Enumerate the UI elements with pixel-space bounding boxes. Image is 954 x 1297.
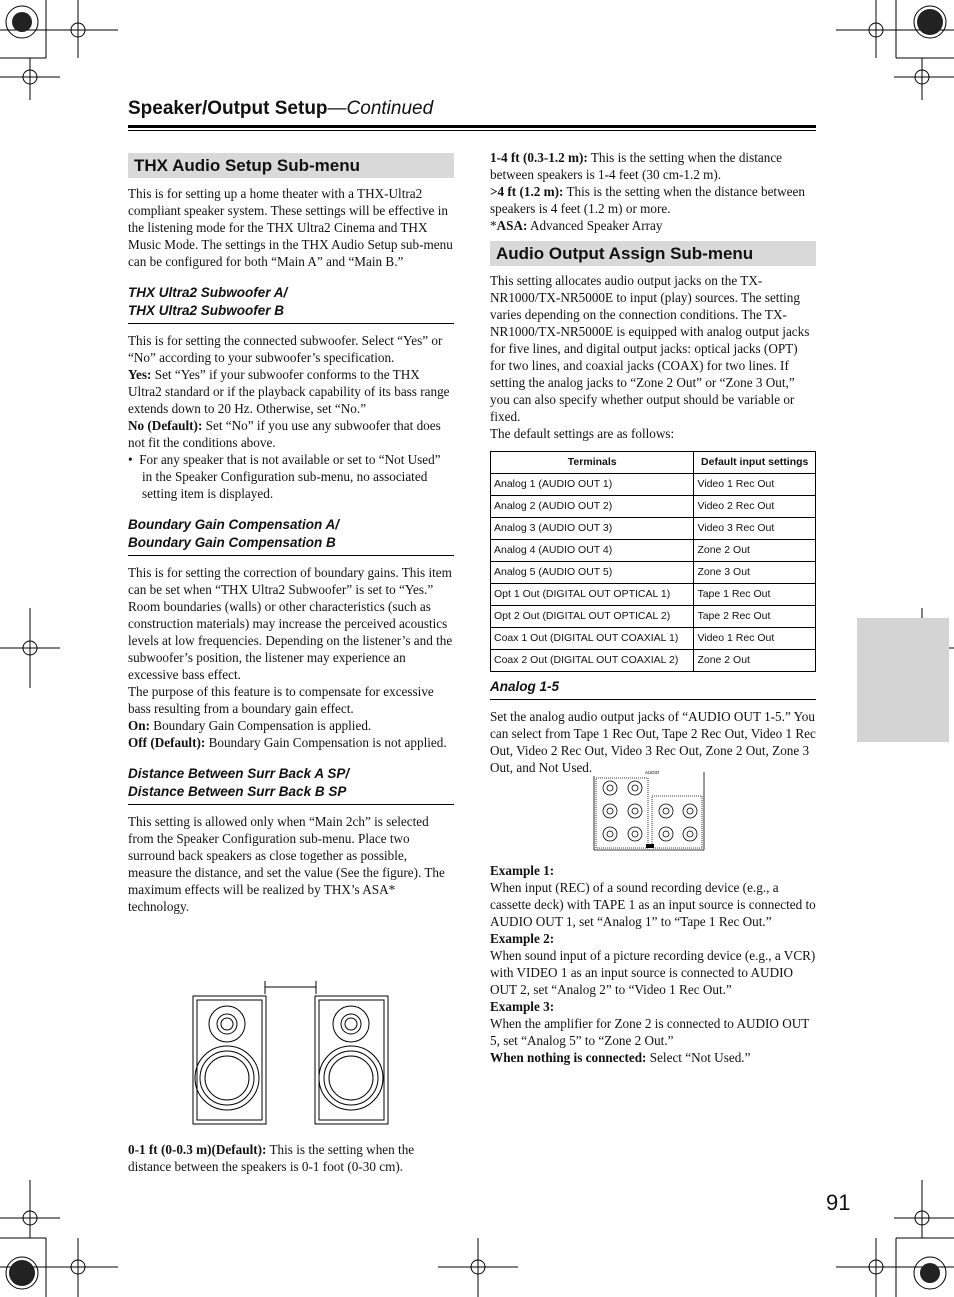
yes-label: Yes:: [128, 367, 152, 382]
side-tab: [857, 618, 949, 742]
off-text: Boundary Gain Compensation is not applied.: [205, 735, 447, 750]
example-2-text: When sound input of a picture recording device (e.g., a VCR) with VIDEO 1 as an input source is connected to AUDIO OUT 2, set “Analog 2” to “Video 1 Rec Out.”: [490, 948, 816, 997]
table-cell: Zone 2 Out: [694, 540, 816, 562]
subheading-line: Distance Between Surr Back B SP: [128, 784, 347, 799]
aoa-defaults-intro: The default settings are as follows:: [490, 426, 675, 441]
distance-1-4-label: 1-4 ft (0.3-1.2 m):: [490, 150, 588, 165]
table-row: [491, 584, 816, 606]
distance-4ft: [490, 183, 816, 217]
distance-0-1ft: [128, 1141, 454, 1175]
ex1-label: Example 1:: [490, 863, 555, 878]
table-row: [491, 628, 816, 650]
analog-desc: Set the analog audio output jacks of “AUDIO OUT 1-5.” You can select from Tape 1 Rec Out, Tape 2 Rec Out, Video 1 Rec Out, Video 2 Rec Out, Video 3 Rec Out, Zone 2 Out, Zone 3 Out, and Not Used.: [490, 709, 816, 775]
right-examples: [490, 862, 816, 1066]
table-row: [491, 606, 816, 628]
subheading-line: THX Ultra2 Subwoofer B: [128, 303, 285, 318]
ex3-label: Example 3:: [490, 999, 555, 1014]
table-cell: Analog 4 (AUDIO OUT 4): [491, 540, 694, 562]
nothing-connected: [490, 1049, 816, 1066]
left-bottom-text: [128, 1141, 454, 1175]
distance-1-4ft: [490, 149, 816, 183]
thx-intro: This is for setting up a home theater with a THX-Ultra2 compliant speaker system. These settings will be effective in the listening mode for the THX Ultra2 Cinema and THX Music Mode. The settings in the THX Audio Setup sub-menu can be configured for both “Main A” and “Main B.”: [128, 186, 453, 269]
table-cell: Video 1 Rec Out: [694, 474, 816, 496]
none-text: Select “Not Used.”: [646, 1050, 751, 1065]
table-header-defaults: Default input settings: [694, 452, 816, 474]
distance-desc: This setting is allowed only when “Main 2ch” is selected from the Speaker Configuration sub-menu. Place two surround back speakers as close together as possible, measure the distance, and set the value (See the figure). The maximum effects will be realized by THX’s ASA* technology.: [128, 814, 445, 914]
subheading-line: Boundary Gain Compensation B: [128, 535, 336, 550]
header-rule: [128, 125, 816, 128]
example-2-label: [490, 930, 816, 947]
asa-star: *: [490, 218, 497, 233]
distance-subheading: [128, 765, 454, 805]
subheading-line: Boundary Gain Compensation A/: [128, 517, 340, 532]
distance-0-1-label: 0-1 ft (0-0.3 m)(Default):: [128, 1142, 267, 1157]
example-1-text: When input (REC) of a sound recording device (e.g., a cassette deck) with TAPE 1 as an input source is connected to AUDIO OUT 1, set “Analog 1” to “Tape 1 Rec Out.”: [490, 880, 816, 929]
example-3-text: When the amplifier for Zone 2 is connected to AUDIO OUT 5, set “Analog 5” to “Zone 2 Out.”: [490, 1016, 810, 1048]
table-cell: Tape 1 Rec Out: [694, 584, 816, 606]
subwoofer-subheading: [128, 284, 454, 324]
panel-badge: [646, 844, 654, 848]
distance-4-text: This is the setting when the distance between speakers is 4 feet (1.2 m) or more.: [490, 184, 805, 216]
table-cell: Analog 5 (AUDIO OUT 5): [491, 562, 694, 584]
speaker-distance-figure: [188, 978, 398, 1128]
asa-label: ASA:: [496, 218, 528, 233]
header-title-text: Speaker/Output Setup: [128, 98, 328, 119]
ex2-label: Example 2:: [490, 931, 555, 946]
boundary-gain-subheading: [128, 516, 454, 556]
table-row: [491, 650, 816, 672]
table-row: [491, 562, 816, 584]
header-continued: —Continued: [327, 98, 434, 119]
table-row: [491, 496, 816, 518]
table-cell: Coax 2 Out (DIGITAL OUT COAXIAL 2): [491, 650, 694, 672]
boundary-desc-2: Room boundaries (walls) or other characteristics (such as construction materials) may increase the perceived acoustics levels at low frequencies. Depending on the listener’s and the subwoofer’s position, the listener may experience an excessive bass effect.: [128, 599, 453, 682]
table-row: [491, 474, 816, 496]
distance-0-1-text: This is the setting when the distance between the speakers is 0-1 foot (0-30 cm).: [128, 1142, 415, 1174]
audio-out-jacks-figure: [590, 768, 708, 852]
default-settings-table: [490, 451, 816, 672]
table-cell: Tape 2 Rec Out: [694, 606, 816, 628]
off-label: Off (Default):: [128, 735, 206, 750]
none-label: When nothing is connected:: [490, 1050, 647, 1065]
table-cell: Opt 1 Out (DIGITAL OUT OPTICAL 1): [491, 584, 694, 606]
boundary-off: [128, 734, 454, 751]
table-cell: Coax 1 Out (DIGITAL OUT COAXIAL 1): [491, 628, 694, 650]
subwoofer-yes: [128, 366, 454, 417]
no-text: Set “No” if you use any subwoofer that does not fit the conditions above.: [128, 418, 441, 450]
audio-output-assign-heading: Audio Output Assign Sub-menu: [490, 241, 816, 266]
boundary-desc-1: This is for setting the correction of boundary gains. This item can be set when “THX Ultra2 Subwoofer” is set to “Yes.”: [128, 565, 452, 597]
analog-subheading: Analog 1-5: [490, 678, 816, 700]
header-rule-thin: [128, 130, 816, 131]
distance-4-label: >4 ft (1.2 m):: [490, 184, 564, 199]
table-cell: Video 1 Rec Out: [694, 628, 816, 650]
table-cell: Video 2 Rec Out: [694, 496, 816, 518]
subwoofer-bullet-note: • For any speaker that is not available or set to “Not Used” in the Speaker Configuration sub-menu, no associated setting item is displayed.: [128, 452, 441, 501]
asa-text: Advanced Speaker Array: [527, 218, 663, 233]
yes-text: Set “Yes” if your subwoofer conforms to the THX Ultra2 standard or if the playback capability of its bass range extends down to 20 Hz. Otherwise, set “No.”: [128, 367, 450, 416]
table-cell: Analog 2 (AUDIO OUT 2): [491, 496, 694, 518]
table-cell: Video 3 Rec Out: [694, 518, 816, 540]
right-column: [490, 149, 816, 776]
table-cell: Analog 1 (AUDIO OUT 1): [491, 474, 694, 496]
table-row: [491, 518, 816, 540]
aoa-desc: This setting allocates audio output jacks on the TX-NR1000/TX-NR5000E to input (play) sources. The setting varies depending on the connection conditions. The TX-NR1000/TX-NR5000E is equipped with analog output jacks for five lines, and digital output jacks: optical jacks (OPT) for two lines, and coaxial jacks (COAX) for two lines. If setting the analog jacks to “Zone 2 Out” or “Zone 3 Out,” you can also specify whether output should be variable or fixed.: [490, 273, 810, 424]
on-text: Boundary Gain Compensation is applied.: [149, 718, 372, 733]
table-cell: Opt 2 Out (DIGITAL OUT OPTICAL 2): [491, 606, 694, 628]
left-column: [128, 153, 454, 915]
asa-note: [490, 217, 816, 234]
on-label: On:: [128, 718, 150, 733]
thx-audio-setup-heading: THX Audio Setup Sub-menu: [128, 153, 454, 178]
page-number: 91: [826, 1190, 851, 1215]
distance-1-4-text: This is the setting when the distance between speakers is 1-4 feet (30 cm-1.2 m).: [490, 150, 783, 182]
no-label: No (Default):: [128, 418, 203, 433]
subwoofer-desc: This is for setting the connected subwoofer. Select “Yes” or “No” according to your subwoofer’s specification.: [128, 333, 443, 365]
example-3-label: [490, 998, 816, 1015]
table-cell: Analog 3 (AUDIO OUT 3): [491, 518, 694, 540]
table-row: [491, 540, 816, 562]
table-cell: Zone 3 Out: [694, 562, 816, 584]
subheading-line: THX Ultra2 Subwoofer A/: [128, 285, 288, 300]
subwoofer-no: [128, 417, 454, 451]
page-header-title: [128, 98, 433, 120]
table-header-terminals: Terminals: [491, 452, 694, 474]
boundary-on: [128, 717, 454, 734]
panel-label: AUDIO: [645, 770, 660, 775]
subheading-line: Distance Between Surr Back A SP/: [128, 766, 350, 781]
boundary-desc-3: The purpose of this feature is to compensate for excessive bass resulting from a boundary gain effect.: [128, 684, 434, 716]
example-1-label: [490, 862, 816, 879]
table-header-row: [491, 452, 816, 474]
table-cell: Zone 2 Out: [694, 650, 816, 672]
